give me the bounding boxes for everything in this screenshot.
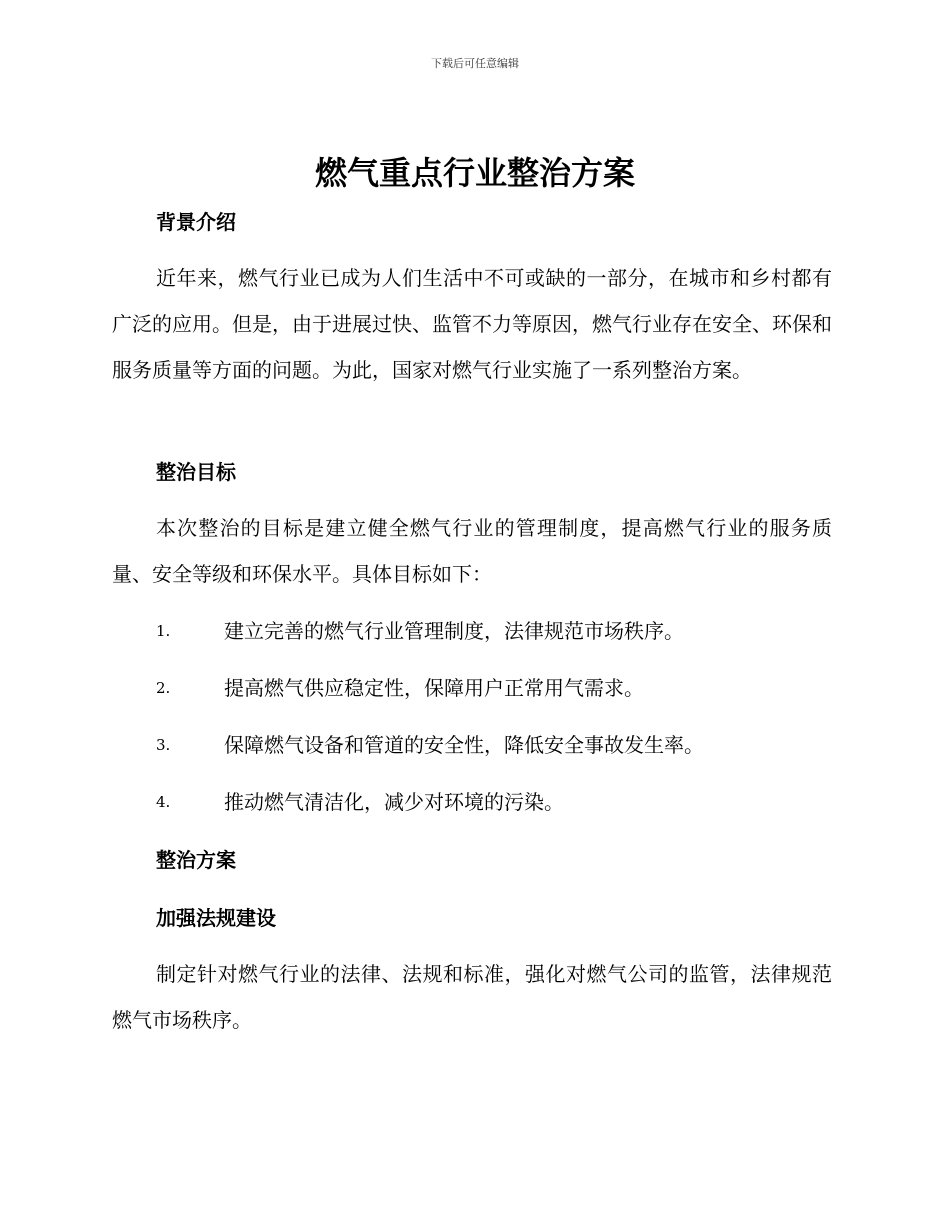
list-number: 1. <box>156 622 171 640</box>
list-number: 2. <box>156 679 171 697</box>
list-text: 保障燃气设备和管道的安全性，降低安全事故发生率。 <box>224 733 704 757</box>
header-note: 下载后可任意编辑 <box>431 57 519 70</box>
list-text: 提高燃气供应稳定性，保障用户正常用气需求。 <box>224 676 644 700</box>
list-text: 推动燃气清洁化，减少对环境的污染。 <box>224 790 564 814</box>
section-heading-plan: 整治方案 <box>156 848 236 872</box>
subsection-heading-regulation: 加强法规建设 <box>156 906 276 930</box>
section-heading-goals: 整治目标 <box>156 460 236 484</box>
goals-paragraph: 本次整治的目标是建立健全燃气行业的管理制度，提高燃气行业的服务质量、安全等级和环保水平。具体目标如下： <box>112 516 832 586</box>
background-paragraph: 近年来，燃气行业已成为人们生活中不可或缺的一部分，在城市和乡村都有广泛的应用。但是，由于进展过快、监管不力等原因，燃气行业存在安全、环保和服务质量等方面的问题。为此，国家对燃气行业实施了一系列整治方案。 <box>112 266 832 382</box>
document-title: 燃气重点行业整治方案 <box>314 154 635 192</box>
section-heading-background: 背景介绍 <box>156 210 236 234</box>
list-text: 建立完善的燃气行业管理制度，法律规范市场秩序。 <box>224 619 684 643</box>
regulation-paragraph: 制定针对燃气行业的法律、法规和标准，强化对燃气公司的监管，法律规范燃气市场秩序。 <box>112 962 832 1032</box>
list-number: 3. <box>156 736 171 754</box>
list-number: 4. <box>156 793 171 811</box>
